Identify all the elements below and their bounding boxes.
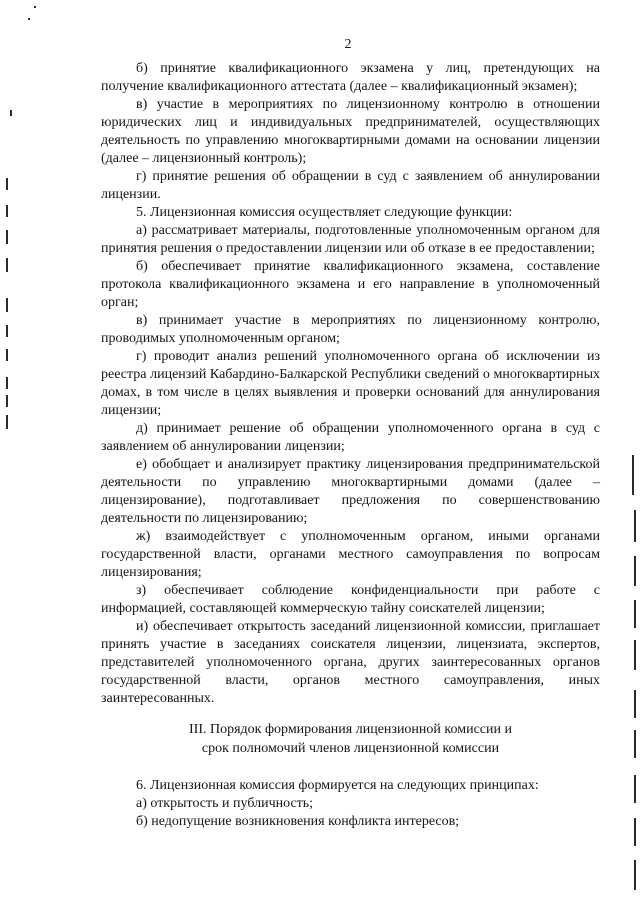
scan-mark: [634, 600, 636, 628]
paragraph-v-control: в) участие в мероприятиях по лицензионному контролю в отношении юридических лиц и индивидуальных предпринимателей, осуществляющих деятельность по управлению многоквартирными домами на основании лицензии (далее – лицензионный контроль);: [101, 97, 600, 166]
page-number: 2: [344, 37, 352, 52]
scan-mark: [6, 230, 8, 244]
list-item-conflict: б) недопущение возникновения конфликта интересов;: [136, 814, 460, 829]
scan-mark: [6, 205, 8, 217]
paragraph-b-exam-protocol: б) обеспечивает принятие квалификационного экзамена, составление протокола квалификационного экзамена и его направление в уполномоченный орган;: [101, 259, 600, 310]
paragraph-5-functions: 5. Лицензионная комиссия осуществляет следующие функции:: [136, 205, 513, 220]
paragraph-i-openness: и) обеспечивает открытость заседаний лицензионной комиссии, приглашает принять участие в заседаниях соискателя лицензии, лицензиата, экспертов, представителей уполномоченного органа, других заинтересованных органов государственной власти, органов местного самоуправления, иных заинтересованных.: [101, 619, 600, 706]
scan-mark: [634, 730, 636, 758]
scan-mark: [634, 556, 636, 586]
paragraph-a-review: а) рассматривает материалы, подготовленные уполномоченным органом для принятия решения о предоставлении лицензии или об отказе в ее предоставлении;: [101, 223, 600, 256]
paragraph-z-confidentiality: з) обеспечивает соблюдение конфиденциальности при работе с информацией, составляющей коммерческую тайну соискателей лицензии;: [101, 583, 600, 616]
section-heading-line-2: срок полномочий членов лицензионной комиссии: [201, 741, 500, 756]
scan-mark: [34, 6, 36, 8]
section-heading-line-1: III. Порядок формирования лицензионной комиссии и: [189, 722, 512, 737]
scan-mark: [6, 415, 8, 429]
paragraph-g-analysis: г) проводит анализ решений уполномоченного органа об исключении из реестра лицензий Кабардино-Балкарской Республики сведений о многоквартирных домах, в том числе в целях выявления и проверки оснований для аннулирования лицензии;: [101, 349, 600, 418]
paragraph-v-participation: в) принимает участие в мероприятиях по лицензионному контролю, проводимых уполномоченным органом;: [101, 313, 600, 346]
scan-mark: [6, 377, 8, 389]
document-body: [101, 60, 600, 831]
list-item-openness: а) открытость и публичность;: [136, 796, 314, 811]
scan-mark: [634, 510, 636, 542]
paragraph-e-practice: е) обобщает и анализирует практику лицензирования предпринимательской деятельности по управлению многоквартирными домами (далее – лицензирование), подготавливает предложения по совершенствованию деятельности по лицензированию;: [101, 457, 600, 526]
scan-mark: [10, 110, 12, 116]
scan-mark: [6, 349, 8, 361]
paragraph-d-decision: д) принимает решение об обращении уполномоченного органа в суд с заявлением об аннулировании лицензии;: [101, 421, 600, 454]
paragraph-6-principles: 6. Лицензионная комиссия формируется на следующих принципах:: [136, 778, 539, 793]
scan-mark: [6, 395, 8, 407]
scan-mark: [28, 18, 30, 20]
scan-mark: [634, 818, 636, 846]
scan-mark: [632, 455, 634, 495]
scan-mark: [634, 640, 636, 670]
scan-mark: [634, 775, 636, 803]
paragraph-g-court: г) принятие решения об обращении в суд с заявлением об аннулировании лицензии.: [101, 169, 600, 202]
scan-mark: [6, 298, 8, 312]
scan-mark: [6, 178, 8, 190]
scan-mark: [634, 860, 636, 890]
scan-mark: [6, 258, 8, 272]
scan-mark: [634, 690, 636, 718]
paragraph-b-exam: б) принятие квалификационного экзамена у лиц, претендующих на получение квалификационного аттестата (далее – квалификационный экзамен);: [101, 61, 600, 94]
paragraph-zh-interaction: ж) взаимодействует с уполномоченным органом, иными органами государственной власти, органами местного самоуправления по вопросам лицензирования;: [101, 529, 600, 580]
scan-mark: [6, 325, 8, 337]
